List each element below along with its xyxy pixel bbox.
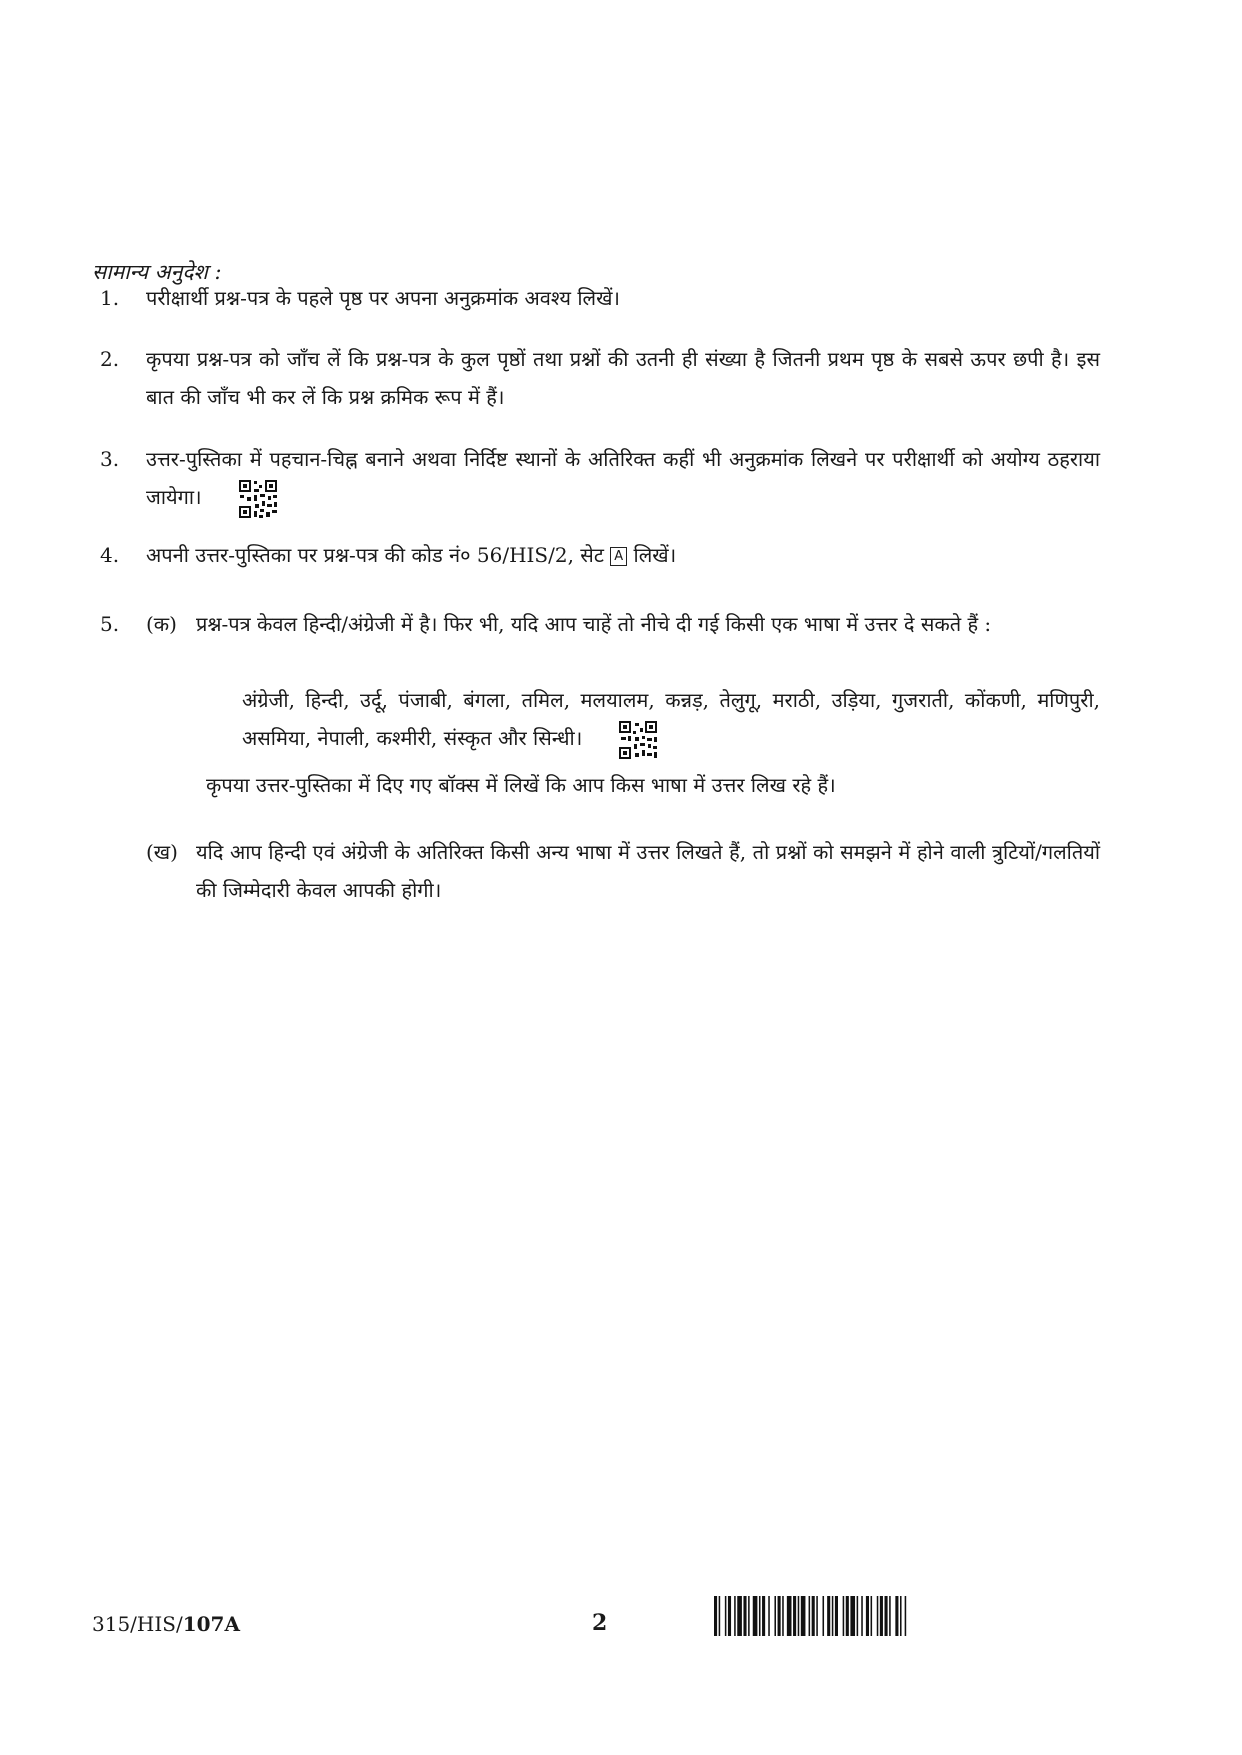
instruction-number: 2.: [100, 347, 120, 371]
box-instruction-note: कृपया उत्तर-पुस्तिका में दिए गए बॉक्स में लिखें कि आप किस भाषा में उत्तर लिख रहे हैं।: [206, 773, 836, 797]
instruction-text: परीक्षार्थी प्रश्न-पत्र के पहले पृष्ठ पर अपना अनुक्रमांक अवश्य लिखें।: [146, 286, 621, 310]
instruction-1: [100, 279, 1100, 317]
instruction-2: [100, 340, 1100, 416]
instruction-text: कृपया प्रश्न-पत्र को जाँच लें कि प्रश्न-पत्र के कुल पृष्ठों तथा प्रश्नों की उतनी ही संख्या है जितनी प्रथम पृष्ठ के सबसे ऊपर छपी है। इस बात की जाँच भी कर लें कि प्रश्न क्रमिक रूप में हैं।: [146, 347, 1100, 409]
instruction-number: 4.: [100, 543, 120, 567]
instruction-number: 1.: [100, 286, 120, 310]
instruction-text: [146, 536, 1100, 574]
part-b-label: (ख): [146, 840, 178, 864]
instruction-5-part-b: [100, 833, 1100, 909]
part-a-text: प्रश्न-पत्र केवल हिन्दी/अंग्रेजी में है। फिर भी, यदि आप चाहें तो नीचे दी गई किसी एक भाषा में उत्तर दे सकते हैं :: [196, 612, 992, 636]
page-number: 2: [592, 1610, 608, 1636]
instruction-5: [100, 605, 1100, 643]
set-label-box: A: [610, 547, 627, 566]
instruction-text-after: लिखें।: [633, 543, 677, 567]
paper-code: [92, 1612, 240, 1636]
language-list-text: अंग्रेजी, हिन्दी, उर्दू, पंजाबी, बंगला, तमिल, मलयालम, कन्नड़, तेलुगू, मराठी, उड़िया, गुजराती, कोंकणी, मणिपुरी, असमिया, नेपाली, कश्मीरी, संस्कृत और सिन्धी।: [242, 688, 1100, 750]
instruction-3: [100, 440, 1100, 519]
instruction-text-before: अपनी उत्तर-पुस्तिका पर प्रश्न-पत्र की कोड नं० 56/HIS/2, सेट: [146, 543, 604, 567]
paper-code-bold: 107A: [182, 1612, 240, 1636]
qr-code-icon: [238, 479, 278, 519]
qr-code-icon: [618, 720, 658, 760]
instruction-number: 3.: [100, 447, 120, 471]
general-instructions-heading: सामान्य अनुदेश :: [92, 260, 222, 284]
paper-code-prefix: 315/HIS/: [92, 1612, 183, 1636]
instruction-4: [100, 536, 1100, 574]
barcode-icon: [714, 1596, 998, 1636]
instruction-number: 5.: [100, 612, 120, 636]
instruction-text: [146, 440, 1100, 519]
part-a-label: (क): [146, 612, 177, 636]
language-list: [242, 681, 1100, 760]
instruction-text-content: उत्तर-पुस्तिका में पहचान-चिह्न बनाने अथवा निर्दिष्ट स्थानों के अतिरिक्त कहीं भी अनुक्रमांक लिखने पर परीक्षार्थी को अयोग्य ठहराया जायेगा।: [146, 447, 1100, 509]
part-b-text: यदि आप हिन्दी एवं अंग्रेजी के अतिरिक्त किसी अन्य भाषा में उत्तर लिखते हैं, तो प्रश्नों को समझने में होने वाली त्रुटियों/गलतियों की जिम्मेदारी केवल आपकी होगी।: [196, 840, 1100, 902]
